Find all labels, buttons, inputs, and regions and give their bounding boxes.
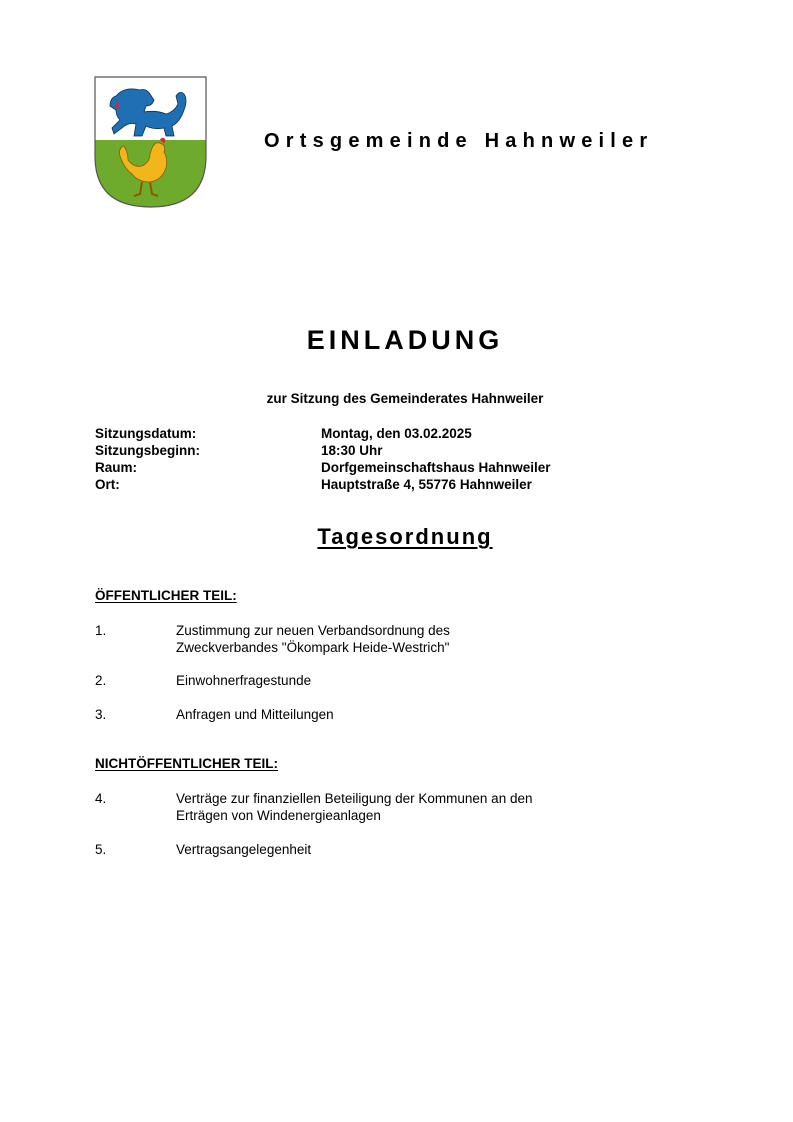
agenda-item-number: 5. bbox=[95, 842, 107, 857]
meeting-place-value: Hauptstraße 4, 55776 Hahnweiler bbox=[321, 477, 532, 492]
agenda-item-line: Zustimmung zur neuen Verbandsordnung des bbox=[176, 623, 450, 638]
invitation-subtitle: zur Sitzung des Gemeinderates Hahnweiler bbox=[266, 391, 544, 406]
agenda-item-text bbox=[176, 706, 334, 723]
meeting-date-label: Sitzungsdatum: bbox=[95, 426, 197, 441]
agenda-item-text bbox=[176, 672, 311, 689]
private-section-heading: NICHTÖFFENTLICHER TEIL: bbox=[95, 756, 278, 771]
organization-name: Ortsgemeinde Hahnweiler bbox=[264, 130, 654, 152]
agenda-item-line: Anfragen und Mitteilungen bbox=[176, 707, 334, 722]
agenda-heading-text: Tagesordnung bbox=[317, 524, 493, 549]
meeting-start-value: 18:30 Uhr bbox=[321, 443, 383, 458]
public-section-heading: ÖFFENTLICHER TEIL: bbox=[95, 588, 237, 603]
agenda-item-line: Einwohnerfragestunde bbox=[176, 673, 312, 688]
meeting-date-value: Montag, den 03.02.2025 bbox=[321, 426, 472, 441]
coat-of-arms-logo bbox=[94, 76, 207, 208]
meeting-room-value: Dorfgemeinschaftshaus Hahnweiler bbox=[321, 460, 551, 475]
agenda-item-line: Verträge zur finanziellen Beteiligung der Kommunen an den bbox=[176, 791, 533, 806]
agenda-item-number: 2. bbox=[95, 673, 107, 688]
agenda-item-number: 3. bbox=[95, 707, 107, 722]
agenda-item-text bbox=[176, 622, 450, 656]
meeting-place-label: Ort: bbox=[95, 477, 120, 492]
meeting-room-label: Raum: bbox=[95, 460, 138, 475]
agenda-item-line: Vertragsangelegenheit bbox=[176, 842, 312, 857]
agenda-item-number: 1. bbox=[95, 623, 107, 638]
meeting-start-label: Sitzungsbeginn: bbox=[95, 443, 200, 458]
invitation-title: EINLADUNG bbox=[306, 325, 504, 355]
agenda-item-text bbox=[176, 790, 532, 824]
agenda-item-line: Erträgen von Windenergieanlagen bbox=[176, 808, 381, 823]
agenda-item-text bbox=[176, 841, 311, 858]
agenda-item-number: 4. bbox=[95, 791, 107, 806]
agenda-item-line: Zweckverbandes "Ökompark Heide-Westrich" bbox=[176, 640, 450, 655]
agenda-heading bbox=[0, 524, 793, 550]
